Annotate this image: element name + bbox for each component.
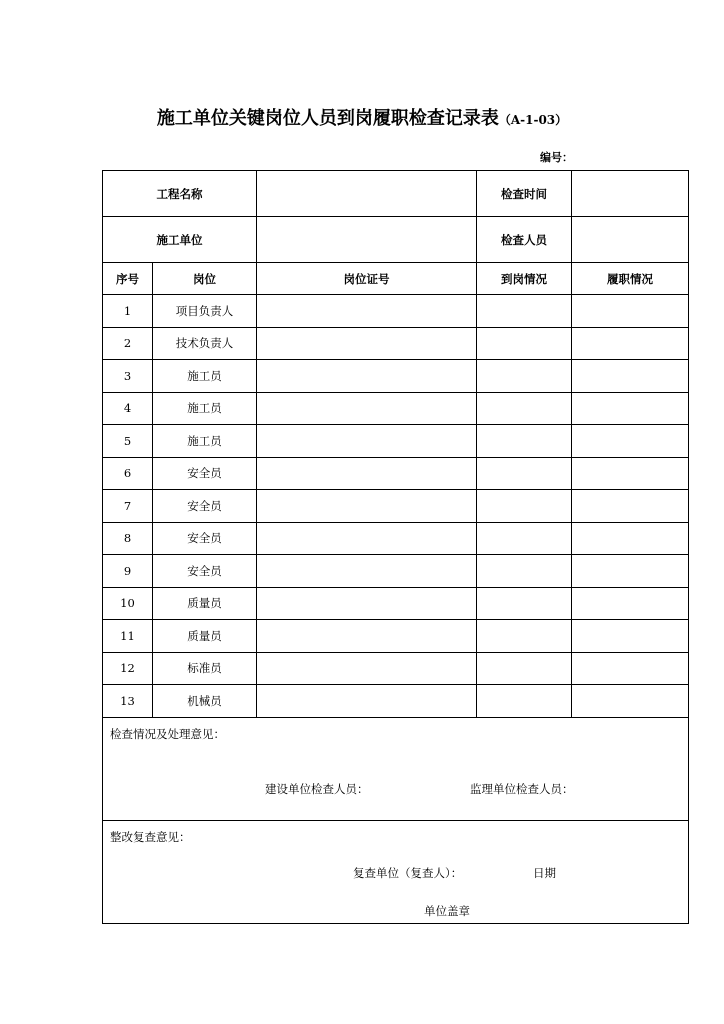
date-label: 日期 (533, 865, 556, 880)
check-time-label: 检查时间 (477, 171, 572, 217)
row-certificate-cell[interactable] (257, 652, 477, 685)
form-title: 施工单位关键岗位人员到岗履职检查记录表 (156, 108, 499, 129)
row-certificate-cell[interactable] (257, 587, 477, 620)
form-code: （A-1-03） (498, 113, 568, 127)
row-position: 施工员 (153, 360, 257, 393)
row-attendance-cell[interactable] (477, 457, 572, 490)
table-row (103, 555, 689, 588)
row-position: 技术负责人 (153, 327, 257, 360)
row-attendance-cell[interactable] (477, 522, 572, 555)
row-performance-cell[interactable] (572, 490, 689, 523)
row-position: 机械员 (153, 685, 257, 718)
row-certificate-cell[interactable] (257, 360, 477, 393)
row-seq: 3 (103, 360, 153, 393)
row-attendance-cell[interactable] (477, 425, 572, 458)
recheck-unit-label: 复查单位（复查人）： (353, 865, 463, 880)
table-row (103, 587, 689, 620)
col-certificate-header: 岗位证号 (257, 263, 477, 295)
row-attendance-cell[interactable] (477, 490, 572, 523)
table-row (103, 425, 689, 458)
row-attendance-cell[interactable] (477, 652, 572, 685)
row-attendance-cell[interactable] (477, 685, 572, 718)
rectification-opinion-block[interactable] (103, 820, 689, 923)
check-time-value[interactable] (572, 171, 689, 217)
row-attendance-cell[interactable] (477, 327, 572, 360)
col-performance-header: 履职情况 (572, 263, 689, 295)
table-row (103, 360, 689, 393)
row-performance-cell[interactable] (572, 295, 689, 328)
row-certificate-cell[interactable] (257, 457, 477, 490)
row-certificate-cell[interactable] (257, 425, 477, 458)
rectification-opinion-label: 整改复查意见： (110, 829, 191, 844)
row-performance-cell[interactable] (572, 685, 689, 718)
row-position: 质量员 (153, 620, 257, 653)
row-position: 施工员 (153, 392, 257, 425)
row-certificate-cell[interactable] (257, 490, 477, 523)
inspection-record-table (102, 170, 689, 924)
row-seq: 6 (103, 457, 153, 490)
row-performance-cell[interactable] (572, 652, 689, 685)
table-row (103, 392, 689, 425)
construction-unit-row (103, 217, 689, 263)
table-row (103, 490, 689, 523)
row-seq: 2 (103, 327, 153, 360)
row-position: 标准员 (153, 652, 257, 685)
row-seq: 4 (103, 392, 153, 425)
row-performance-cell[interactable] (572, 620, 689, 653)
row-attendance-cell[interactable] (477, 295, 572, 328)
table-row (103, 327, 689, 360)
row-position: 安全员 (153, 490, 257, 523)
row-position: 安全员 (153, 457, 257, 490)
construction-unit-label: 施工单位 (103, 217, 257, 263)
table-row (103, 620, 689, 653)
row-certificate-cell[interactable] (257, 620, 477, 653)
row-performance-cell[interactable] (572, 425, 689, 458)
table-row (103, 295, 689, 328)
inspection-opinion-block[interactable] (103, 717, 689, 820)
row-position: 质量员 (153, 587, 257, 620)
row-performance-cell[interactable] (572, 587, 689, 620)
row-certificate-cell[interactable] (257, 295, 477, 328)
row-performance-cell[interactable] (572, 522, 689, 555)
owner-inspector-label: 建设单位检查人员： (265, 781, 369, 796)
row-performance-cell[interactable] (572, 327, 689, 360)
row-certificate-cell[interactable] (257, 522, 477, 555)
row-attendance-cell[interactable] (477, 587, 572, 620)
unit-seal-label: 单位盖章 (424, 903, 470, 918)
col-seq-header: 序号 (103, 263, 153, 295)
table-row (103, 685, 689, 718)
row-position: 安全员 (153, 555, 257, 588)
row-position: 项目负责人 (153, 295, 257, 328)
project-name-value[interactable] (257, 171, 477, 217)
serial-number-label: 编号： (540, 151, 573, 164)
row-seq: 11 (103, 620, 153, 653)
project-name-label: 工程名称 (103, 171, 257, 217)
row-attendance-cell[interactable] (477, 392, 572, 425)
row-performance-cell[interactable] (572, 555, 689, 588)
row-seq: 5 (103, 425, 153, 458)
col-position-header: 岗位 (153, 263, 257, 295)
rectification-opinion-row (103, 820, 689, 923)
table-row (103, 652, 689, 685)
row-certificate-cell[interactable] (257, 327, 477, 360)
row-seq: 7 (103, 490, 153, 523)
row-performance-cell[interactable] (572, 457, 689, 490)
column-header-row (103, 263, 689, 295)
supervisor-inspector-label: 监理单位检查人员： (470, 781, 574, 796)
row-performance-cell[interactable] (572, 392, 689, 425)
inspection-opinion-label: 检查情况及处理意见： (110, 726, 225, 741)
row-attendance-cell[interactable] (477, 360, 572, 393)
row-seq: 9 (103, 555, 153, 588)
row-certificate-cell[interactable] (257, 685, 477, 718)
project-name-row (103, 171, 689, 217)
inspection-opinion-row (103, 717, 689, 820)
construction-unit-value[interactable] (257, 217, 477, 263)
form-title-line (0, 104, 724, 130)
row-seq: 8 (103, 522, 153, 555)
row-seq: 13 (103, 685, 153, 718)
row-position: 施工员 (153, 425, 257, 458)
row-attendance-cell[interactable] (477, 620, 572, 653)
row-attendance-cell[interactable] (477, 555, 572, 588)
inspector-label: 检查人员 (477, 217, 572, 263)
row-certificate-cell[interactable] (257, 392, 477, 425)
table-row (103, 457, 689, 490)
row-seq: 1 (103, 295, 153, 328)
inspector-value[interactable] (572, 217, 689, 263)
row-position: 安全员 (153, 522, 257, 555)
row-seq: 10 (103, 587, 153, 620)
table-row (103, 522, 689, 555)
row-performance-cell[interactable] (572, 360, 689, 393)
row-certificate-cell[interactable] (257, 555, 477, 588)
row-seq: 12 (103, 652, 153, 685)
col-attendance-header: 到岗情况 (477, 263, 572, 295)
